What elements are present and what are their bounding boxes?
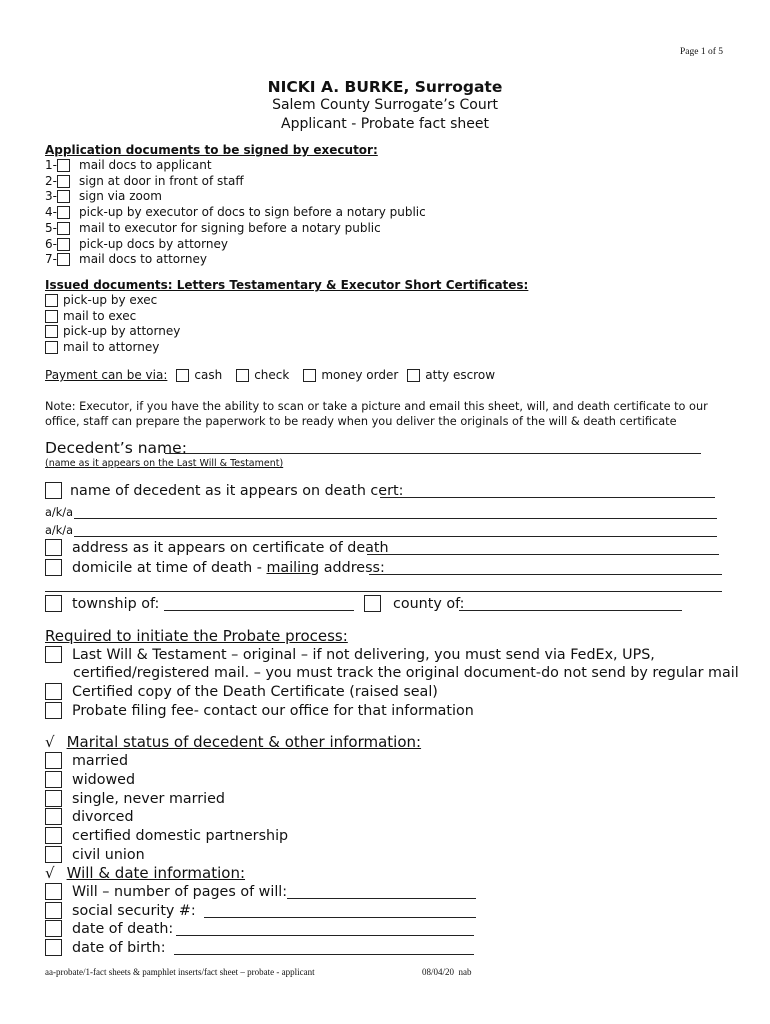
marital-checkbox[interactable]	[45, 790, 62, 807]
item-number: 1-	[45, 158, 57, 172]
marital-item	[45, 771, 135, 788]
payment-check-checkbox[interactable]	[236, 369, 249, 382]
item-number: 5-	[45, 221, 57, 235]
item-label: mail to attorney	[63, 340, 160, 354]
will-info-heading: Will & date information:	[66, 864, 246, 882]
check-mark-icon: √	[45, 864, 55, 882]
ssn-field[interactable]	[204, 917, 476, 918]
marital-item	[45, 752, 128, 769]
address-field[interactable]	[367, 554, 719, 555]
item-number: 6-	[45, 237, 57, 251]
footer-path: aa-probate/1-fact sheets & pamphlet inserts/fact sheet – probate - applicant	[45, 967, 315, 977]
item-number: 7-	[45, 252, 57, 266]
marital-item	[45, 808, 134, 825]
marital-item	[45, 846, 145, 863]
address-checkbox[interactable]	[45, 539, 62, 556]
address-label: address as it appears on certificate of death	[72, 539, 389, 556]
item-number: 4-	[45, 205, 57, 219]
app-doc-checkbox[interactable]	[57, 238, 70, 251]
will-label: Last Will & Testament – original – if not delivering, you must send via FedEx, UPS,	[72, 646, 655, 663]
domicile-prefix: domicile at time of death -	[72, 559, 267, 576]
date-of-birth-field[interactable]	[174, 954, 474, 955]
will-checkbox[interactable]	[45, 646, 62, 663]
aka-field-2[interactable]	[74, 536, 717, 537]
item-label: mail docs to attorney	[79, 252, 207, 266]
will-info-item	[45, 920, 173, 937]
issued-docs-heading: Issued documents: Letters Testamentary & Executor Short Certificates:	[45, 278, 529, 292]
issued-doc-checkbox[interactable]	[45, 294, 58, 307]
app-doc-item	[45, 189, 162, 203]
app-doc-item	[45, 174, 244, 188]
item-label: pick-up docs by attorney	[79, 237, 228, 251]
check-mark-icon: √	[45, 733, 55, 751]
decedent-name-hint: (name as it appears on the Last Will & Testament)	[45, 458, 284, 469]
marital-checkbox[interactable]	[45, 752, 62, 769]
township-row	[45, 595, 159, 612]
payment-option-label: money order	[321, 368, 399, 382]
will-info-heading-row	[45, 864, 245, 882]
note-line-2: office, staff can prepare the paperwork to be ready when you deliver the originals of the will & death certificate	[45, 415, 677, 428]
domicile-suffix: address:	[319, 559, 390, 576]
filing-fee-checkbox[interactable]	[45, 702, 62, 719]
filing-fee-label: Probate filing fee- contact our office for that information	[72, 702, 474, 719]
court-name: Salem County Surrogate’s Court	[272, 97, 498, 113]
will-pages-field[interactable]	[287, 898, 476, 899]
township-checkbox[interactable]	[45, 595, 62, 612]
marital-item	[45, 827, 288, 844]
app-doc-checkbox[interactable]	[57, 190, 70, 203]
marital-label: civil union	[72, 846, 145, 863]
surrogate-title: NICKI A. BURKE, Surrogate	[267, 78, 503, 96]
footer-date: 08/04/20 nab	[422, 967, 472, 977]
decedent-name-field[interactable]	[165, 453, 701, 454]
date-of-death-label: date of death:	[72, 920, 174, 937]
issued-doc-item	[45, 340, 159, 354]
date-of-death-field[interactable]	[176, 935, 474, 936]
item-number: 3-	[45, 189, 57, 203]
marital-label: certified domestic partnership	[72, 827, 289, 844]
will-info-item	[45, 883, 287, 900]
app-doc-item	[45, 158, 212, 172]
note-line-1: Note: Executor, if you have the ability to scan or take a picture and email this sheet, will, and death certificate to our	[45, 400, 708, 413]
payment-label: Payment can be via:	[45, 368, 168, 382]
date-of-death-checkbox[interactable]	[45, 920, 62, 937]
aka-label: a/k/a	[45, 506, 73, 519]
will-pages-label: Will – number of pages of will:	[72, 883, 288, 900]
death-cert-label: Certified copy of the Death Certificate (raised seal)	[72, 683, 438, 700]
issued-doc-item	[45, 324, 180, 338]
item-label: pick-up by exec	[63, 293, 158, 307]
marital-checkbox[interactable]	[45, 808, 62, 825]
issued-doc-checkbox[interactable]	[45, 341, 58, 354]
item-label: sign at door in front of staff	[79, 174, 244, 188]
death-cert-checkbox[interactable]	[45, 683, 62, 700]
marital-checkbox[interactable]	[45, 771, 62, 788]
will-info-item	[45, 939, 166, 956]
required-death-cert-row	[45, 683, 438, 700]
death-cert-name-checkbox[interactable]	[45, 482, 62, 499]
death-cert-name-field[interactable]	[380, 497, 715, 498]
domicile-row	[45, 559, 389, 576]
item-label: mail to executor for signing before a notary public	[79, 221, 381, 235]
marital-checkbox[interactable]	[45, 846, 62, 863]
app-doc-checkbox[interactable]	[57, 159, 70, 172]
county-checkbox[interactable]	[364, 595, 381, 612]
marital-label: married	[72, 752, 129, 769]
death-cert-name-label: name of decedent as it appears on death cert:	[70, 482, 404, 499]
app-doc-checkbox[interactable]	[57, 222, 70, 235]
issued-doc-item	[45, 293, 157, 307]
marital-label: single, never married	[72, 790, 225, 807]
payment-atty-escrow-checkbox[interactable]	[407, 369, 420, 382]
aka-field-1[interactable]	[74, 518, 717, 519]
aka-label: a/k/a	[45, 524, 73, 537]
county-row	[364, 595, 464, 612]
will-pages-checkbox[interactable]	[45, 883, 62, 900]
payment-cash-checkbox[interactable]	[176, 369, 189, 382]
payment-option-label: cash	[194, 368, 223, 382]
app-doc-checkbox[interactable]	[57, 253, 70, 266]
required-will-row	[45, 646, 655, 663]
item-label: mail to exec	[63, 309, 137, 323]
domicile-field-2[interactable]	[45, 591, 722, 592]
item-label: pick-up by attorney	[63, 324, 181, 338]
payment-option-label: check	[254, 368, 290, 382]
township-label: township of:	[72, 595, 160, 612]
app-docs-heading: Application documents to be signed by executor:	[45, 143, 378, 157]
date-of-birth-checkbox[interactable]	[45, 939, 62, 956]
required-filing-fee-row	[45, 702, 474, 719]
page-number: Page 1 of 5	[680, 47, 724, 57]
domicile-field[interactable]	[369, 574, 722, 575]
will-info-item	[45, 902, 196, 919]
item-number: 2-	[45, 174, 57, 188]
issued-doc-checkbox[interactable]	[45, 325, 58, 338]
domicile-checkbox[interactable]	[45, 559, 62, 576]
date-of-birth-label: date of birth:	[72, 939, 166, 956]
marital-item	[45, 790, 225, 807]
decedent-name-label: Decedent’s name:	[45, 439, 187, 457]
item-label: mail docs to applicant	[79, 158, 212, 172]
county-label: county of:	[393, 595, 465, 612]
address-row	[45, 539, 389, 556]
payment-row	[45, 368, 495, 382]
issued-doc-checkbox[interactable]	[45, 310, 58, 323]
marital-heading: Marital status of decedent & other information:	[66, 733, 422, 751]
marital-heading-row	[45, 733, 421, 751]
app-doc-item	[45, 237, 228, 251]
item-label: pick-up by executor of docs to sign before a notary public	[79, 205, 426, 219]
issued-doc-item	[45, 309, 136, 323]
payment-money-order-checkbox[interactable]	[303, 369, 316, 382]
app-doc-item	[45, 252, 207, 266]
sheet-title: Applicant - Probate fact sheet	[281, 116, 489, 132]
death-cert-name-row	[45, 482, 403, 499]
required-heading: Required to initiate the Probate process:	[45, 627, 348, 645]
will-label-cont: certified/registered mail. – you must track the original document-do not send by regular mail	[73, 665, 739, 681]
app-doc-checkbox[interactable]	[57, 175, 70, 188]
marital-checkbox[interactable]	[45, 827, 62, 844]
item-label: sign via zoom	[79, 189, 162, 203]
marital-label: widowed	[72, 771, 136, 788]
county-field[interactable]	[459, 610, 682, 611]
app-doc-item	[45, 221, 381, 235]
ssn-checkbox[interactable]	[45, 902, 62, 919]
ssn-label: social security #:	[72, 902, 196, 919]
app-doc-checkbox[interactable]	[57, 206, 70, 219]
payment-option-label: atty escrow	[425, 368, 496, 382]
domicile-mailing: mailing	[266, 559, 320, 576]
marital-label: divorced	[72, 808, 134, 825]
app-doc-item	[45, 205, 426, 219]
township-field[interactable]	[164, 610, 354, 611]
